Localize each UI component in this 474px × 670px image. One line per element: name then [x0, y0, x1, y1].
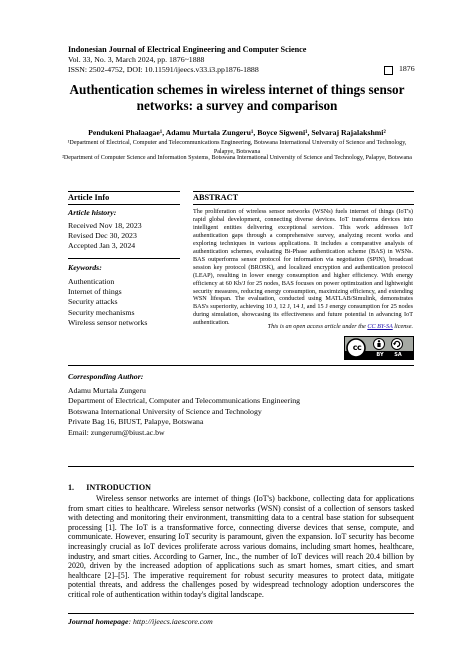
oa-prefix: This is an open access article under the — [267, 323, 368, 330]
journal-name: Indonesian Journal of Electrical Engineering and Computer Science — [68, 45, 307, 54]
journal-homepage — [68, 617, 213, 626]
by-label: BY — [376, 352, 384, 358]
corresponding-department: Department of Electrical, Computer and Telecommunications Engineering — [68, 396, 301, 406]
cc-by-sa-badge[interactable] — [344, 336, 414, 360]
abstract-rule — [193, 204, 414, 205]
abstract-heading: ABSTRACT — [193, 193, 239, 202]
corresponding-top-rule — [68, 365, 414, 366]
keywords-list — [68, 277, 147, 328]
keywords-rule — [68, 258, 180, 259]
volume-line: Vol. 33, No. 3, March 2024, pp. 1876~1888 — [68, 55, 205, 64]
abstract-top-rule — [193, 191, 414, 192]
share-alike-icon — [392, 339, 403, 350]
abstract-text: The proliferation of wireless sensor networks (WSNs) fuels internet of things (IoT's) rapid global development, connecting diverse devices. IoT transforms devices into intelligent entities delivering exceptional services. This work addresses IoT authentication gaps through a comprehensive survey, analyzing recent works and exploring techniques in various applications. It includes a comparative analysis of authentication schemes, evaluating Bi-Phase authentication scheme (BAS) in WSNs. BAS outperforms sensor protocol for information via negotiation (SPIN), broadcast session key protocol (BROSK), and localized encryption and authentication protocol (LEAP), resulting in lower energy consumption and higher efficiency. With energy efficiency at 60 Kb/J for 25 nodes, BAS focuses on power optimization and lightweight security measures, reducing energy consumption, maximizing efficiency, and extending WSN lifespan. The evaluation, conducted using MATLAB/Simulink, demonstrates BAS's superiority, achieving 10 J, 12 J, 14 J, and 15 J energy consumption for 25 nodes during simulation, showcasing its effectiveness and future potential in advancing IoT authentication. — [193, 208, 413, 327]
article-info-heading: Article Info — [68, 193, 110, 202]
homepage-label: Journal homepage — [68, 617, 129, 626]
history-received: Received Nov 18, 2023 — [68, 221, 142, 230]
page-number: 1876 — [399, 64, 415, 73]
keyword: Security attacks — [68, 297, 118, 307]
keywords-heading: Keywords: — [68, 263, 102, 272]
section-heading-introduction: 1. INTRODUCTION — [68, 483, 151, 492]
article-info-rule — [68, 204, 180, 205]
keyword: Internet of things — [68, 287, 122, 297]
corresponding-address: Private Bag 16, BIUST, Palapye, Botswana — [68, 417, 204, 427]
paper-title: Authentication schemes in wireless internet of things sensor networks: a survey and comparison — [69, 82, 405, 113]
cc-icon: cc — [352, 343, 362, 352]
affiliation-1: ¹Department of Electrical, Computer and Telecommunications Engineering, Botswana International University of Science and Technology, Palapye, Botswana — [67, 140, 407, 155]
footer-rule — [68, 613, 414, 614]
author-list: Pendukeni Phalaagae¹, Adamu Murtala Zungeru¹, Boyce Sigweni¹, Selvaraj Rajalakshmi² — [88, 128, 386, 137]
sa-label: SA — [394, 352, 402, 358]
article-history-list — [68, 221, 142, 252]
corresponding-author-block — [68, 386, 300, 438]
article-history-heading: Article history: — [68, 208, 117, 217]
corresponding-university: Botswana International University of Science and Technology — [68, 406, 262, 416]
issn-doi-line: ISSN: 2502-4752, DOI: 10.11591/ijeecs.v33.i3.pp1876-1888 — [68, 65, 259, 74]
introduction-text: Wireless sensor networks are internet of things (IoT's) backbone, collecting data for applications from smart cities to healthcare. Wireless sensor networks (WSN) consist of a collection of sensors tasked with detecting and monitoring their environment, transmitting data to a central base station for subsequent processing [1]. The IoT is a transformative force, connecting diverse devices that sense, compute, and communicate. However, ensuring IoT security is paramount, given the expansion. IoT security has become increasingly crucial as IoT devices proliferate across various domains, including smart homes, healthcare, industry, and smart cities. According to Garner, Inc., the number of IoT devices will reach 20.4 billion by 2020, driven by the increased adoption of applications such as smart homes, smart cities, and smart healthcare [2]–[5]. The imperative requirement for robust security measures to protect data, mitigate potential threats, and address the challenges posed by widespread technology adoption underscores the critical role of authentication within today's digital landscape. — [68, 494, 414, 599]
person-icon — [374, 339, 385, 350]
article-info-top-rule — [68, 191, 180, 192]
keyword: Wireless sensor networks — [68, 317, 148, 327]
affiliation-2: ²Department of Computer Science and Information Systems, Botswana International University of Science and Technology, Palapye, Botswana — [62, 155, 412, 161]
oa-suffix: license. — [392, 323, 413, 330]
corresponding-heading: Corresponding Author: — [68, 372, 144, 381]
keyword: Authentication — [68, 277, 115, 286]
cc-by-sa-link[interactable]: CC BY-SA — [367, 323, 393, 330]
page-box-icon — [384, 66, 393, 75]
history-accepted: Accepted Jan 3, 2024 — [68, 241, 136, 251]
history-revised: Revised Dec 30, 2023 — [68, 231, 137, 241]
corresponding-bottom-rule — [68, 466, 414, 467]
keyword: Security mechanisms — [68, 307, 135, 317]
open-access-note — [193, 323, 413, 330]
corresponding-name: Adamu Murtala Zungeru — [68, 386, 146, 395]
homepage-url[interactable]: : http://ijeecs.iaescore.com — [128, 617, 213, 626]
corresponding-email: Email: zungerum@biust.ac.bw — [68, 427, 165, 437]
